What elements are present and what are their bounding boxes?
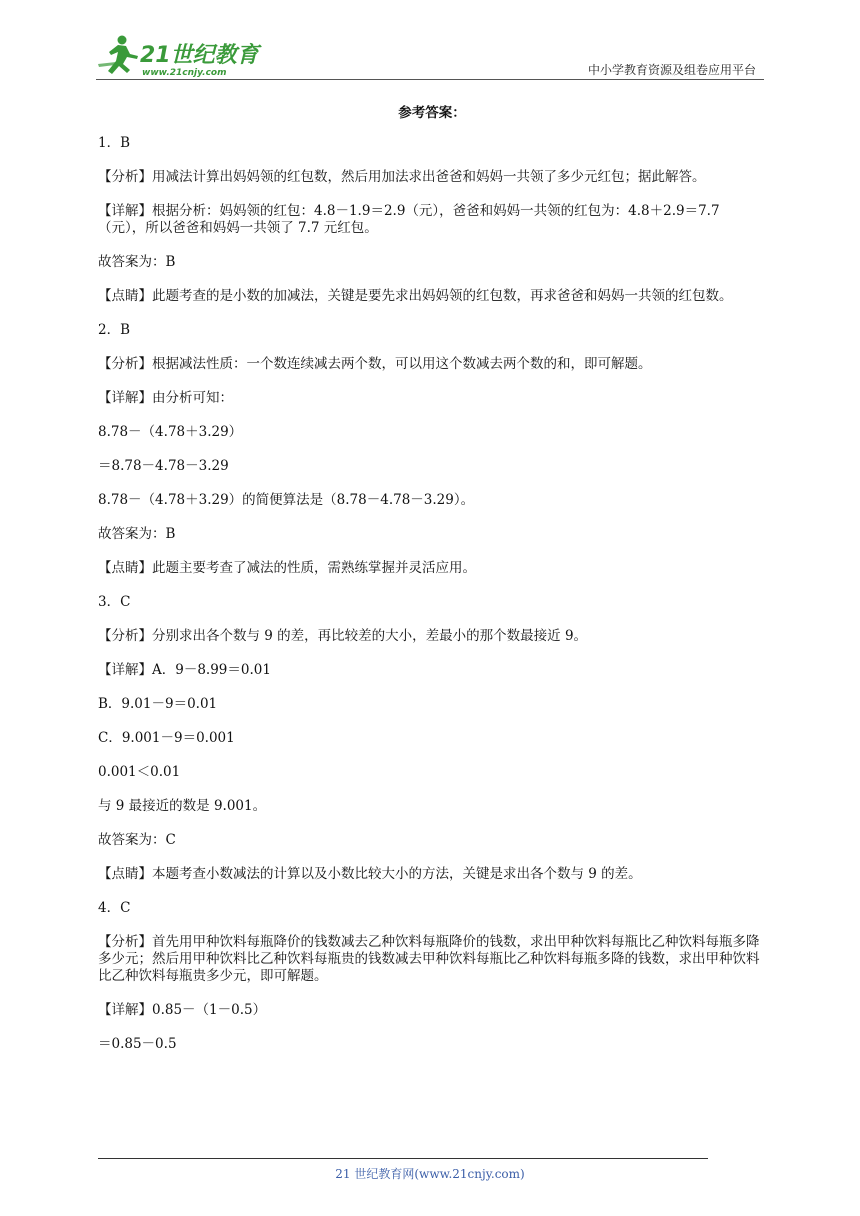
- answer-line: ＝0.85－0.5: [98, 1035, 177, 1052]
- answer-line: 故答案为：B: [98, 253, 176, 270]
- answer-line: 1．B: [98, 134, 131, 151]
- answer-line: 【详解】根据分析：妈妈领的红包：4.8－1.9＝2.9（元），爸爸和妈妈一共领的红包为：4.8＋2.9＝7.7（元），所以爸爸和妈妈一共领了 7.7 元红包。: [98, 202, 720, 236]
- answer-line: 【分析】首先用甲种饮料每瓶降价的钱数减去乙种饮料每瓶降价的钱数，求出甲种饮料每瓶比乙种饮料每瓶多降多少元；然后用甲种饮料比乙种饮料每瓶贵的钱数减去甲种饮料每瓶比乙种饮料每瓶多降的钱数，求出甲种饮料比乙种饮料每瓶贵多少元，即可解题。: [98, 933, 760, 984]
- page-title: 参考答案：: [398, 105, 466, 121]
- answer-line: 故答案为：C: [98, 831, 176, 848]
- answer-line: 8.78－（4.78＋3.29）的简便算法是（8.78－4.78－3.29）。: [98, 491, 475, 508]
- answer-lines: [98, 126, 766, 1061]
- answer-line: 2．B: [98, 321, 131, 338]
- header-divider: [96, 79, 764, 80]
- answer-line: 3．C: [98, 593, 131, 610]
- answer-line: 【分析】用减法计算出妈妈领的红包数，然后用加法求出爸爸和妈妈一共领了多少元红包；据此解答。: [98, 168, 706, 185]
- answer-line: 【分析】根据减法性质：一个数连续减去两个数，可以用这个数减去两个数的和，即可解题。: [98, 355, 652, 372]
- logo-url: www.21cnjy.com: [142, 68, 227, 78]
- answer-line: 【分析】分别求出各个数与 9 的差，再比较差的大小，差最小的那个数最接近 9。: [98, 627, 588, 644]
- platform-name: 中小学教育资源及组卷应用平台: [587, 63, 756, 77]
- answer-line: ＝8.78－4.78－3.29: [98, 457, 229, 474]
- logo-text: 21世纪教育: [140, 43, 259, 68]
- logo-21cnjy: [96, 34, 266, 80]
- answer-line: 【点睛】此题考查的是小数的加减法，关键是要先求出妈妈领的红包数，再求爸爸和妈妈一共领的红包数。: [98, 287, 733, 304]
- runner-icon: [98, 36, 138, 75]
- answer-line: 【详解】A．9－8.99＝0.01: [98, 661, 271, 678]
- footer-divider: [98, 1158, 708, 1159]
- answer-line: B．9.01－9＝0.01: [98, 695, 218, 712]
- answer-line: 【点睛】此题主要考查了减法的性质，需熟练掌握并灵活应用。: [98, 559, 476, 576]
- answer-line: 【点睛】本题考查小数减法的计算以及小数比较大小的方法，关键是求出各个数与 9 的差。: [98, 865, 642, 882]
- answer-line: 与 9 最接近的数是 9.001。: [98, 797, 267, 814]
- answer-line: 4．C: [98, 899, 131, 916]
- answer-line: 8.78－（4.78＋3.29）: [98, 423, 243, 440]
- page-footer: 21 世纪教育网(www.21cnjy.com): [335, 1167, 525, 1181]
- answer-line: 故答案为：B: [98, 525, 176, 542]
- answer-content: [98, 100, 766, 1061]
- page-header: [0, 0, 860, 86]
- answer-line: 【详解】由分析可知：: [98, 389, 233, 406]
- answer-line: 【详解】0.85－（1－0.5）: [98, 1001, 267, 1018]
- answer-line: C．9.001－9＝0.001: [98, 729, 235, 746]
- answer-line: 0.001＜0.01: [98, 763, 181, 780]
